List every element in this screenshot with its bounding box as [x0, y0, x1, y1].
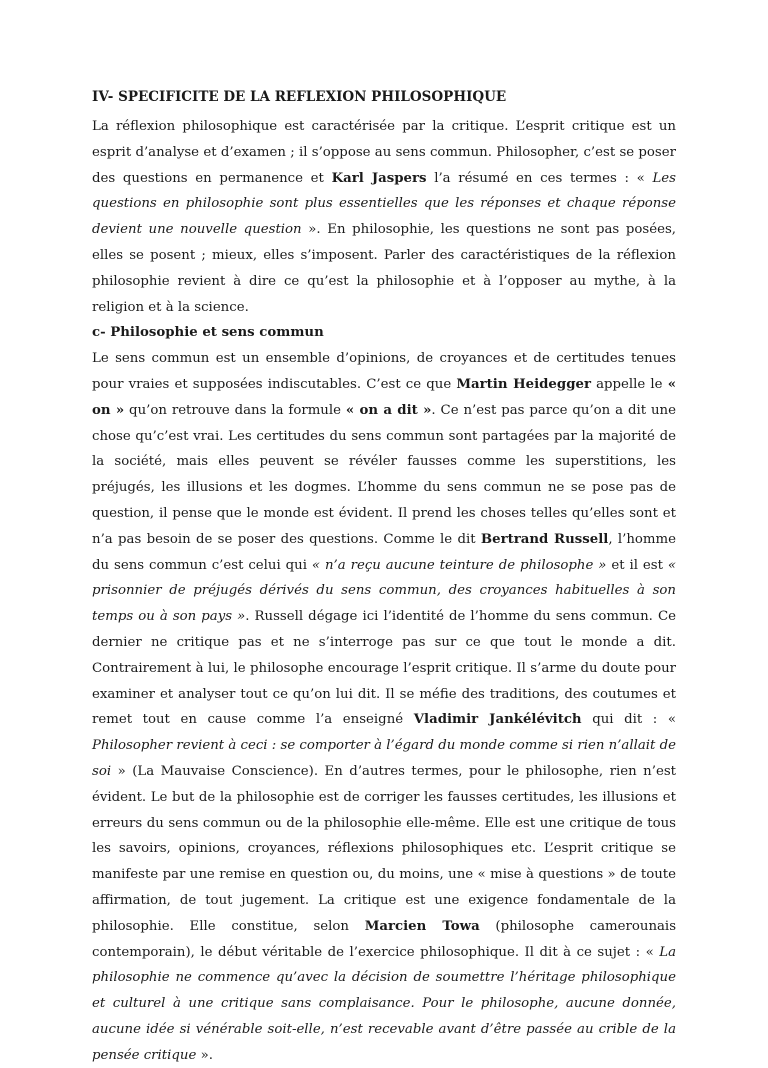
subsection-title: c- Philosophie et sens commun — [92, 325, 324, 341]
author-jaspers: Karl Jaspers — [331, 170, 427, 186]
body-text: qu’on retrouve dans la formule — [124, 402, 346, 418]
body-text: (philosophe camerounais contemporain), le début véritable de l’exercice philosophique. Il dit à ce sujet : « — [92, 918, 677, 960]
body-paragraph — [92, 346, 676, 1068]
quote-jankelevitch: Philosopher revient à ceci : se comporter à l’égard du monde comme si rien n’allait de soi — [92, 738, 676, 779]
quote-towa: La philosophie ne commence qu’avec la décision de soumettre l’héritage philosophique et culturel à une critique sans complaisance. Pour le philosophe, aucune donnée, aucune idée si vénérable soit-elle, n’est recevable avant d’être passée au crible de la pensée critique — [92, 944, 676, 1063]
term-on-a-dit: « on a dit » — [345, 402, 432, 418]
term-on: « on » — [92, 376, 676, 418]
body-text: . Ce n’est pas parce qu’on a dit une chose qu’c’est vrai. Les certitudes du sens commun sont partagées par la majorité de la société, mais elles peuvent se révéler fausses comme les superstitions, les préjugés, les illusions et les dogmes. L’homme du sens commun ne se pose pas de question, il pense que le monde est évident. Il prend les choses telles qu’elles sont et n’a pas besoin de se poser des questions. Comme le dit — [92, 402, 676, 547]
body-text: » (La Mauvaise Conscience). En d’autres termes, pour le philosophe, rien n’est évident. Le but de la philosophie est de corriger les fausses certitudes, les illusions et erreurs du sens commun ou de la philosophie elle-même. Elle est une critique de tous les savoirs, opinions, croyances, réflexions philosophiques etc. L’esprit critique se manifeste par une remise en question ou, du moins, une « mise à questions » de toute affirmation, de tout jugement. La critique est une exigence fondamentale de la philosophie. Elle constitue, selon — [92, 763, 676, 934]
author-jankelevitch: Vladimir Jankélévitch — [413, 712, 582, 728]
body-text: . Russell dégage ici l’identité de l’homme du sens commun. Ce dernier ne critique pas et ne s’interroge pas sur ce que tout le monde a dit. Contrairement à lui, le philosophe encourage l’esprit critique. Il s’arme du doute pour examiner et analyser tout ce qu’on lui dit. Il se méfie des traditions, des coutumes et remet tout en cause comme l’a enseigné — [92, 609, 677, 728]
quote-jaspers: Les questions en philosophie sont plus essentielles que les réponses et chaque réponse devient une nouvelle question — [92, 170, 676, 238]
section-title: IV- SPECIFICITE DE LA REFLEXION PHILOSOPHIQUE — [92, 89, 507, 105]
intro-text: l’a résumé en ces termes : « — [426, 170, 653, 186]
intro-text: ». En philosophie, les questions ne sont pas posées, elles se posent ; mieux, elles s’imposent. Parler des caractéristiques de la réflexion philosophie revient à dire ce qu’est la philosophie et à l’opposer au mythe, à la religion et à la science. — [92, 222, 676, 315]
intro-text: La réflexion philosophique est caractérisée par la critique. L’esprit critique est un esprit d’analyse et d’examen ; il s’oppose au sens commun. Philosopher, c’est se poser des questions en permanence et — [92, 119, 676, 186]
quote-russell-1: « n’a reçu aucune teinture de philosophe » — [311, 557, 607, 573]
body-text: et il est — [606, 557, 668, 573]
author-towa: Marcien Towa — [364, 918, 480, 934]
body-text: qui dit : « — [581, 712, 676, 728]
author-russell: Bertrand Russell — [480, 531, 609, 547]
body-text: ». — [196, 1047, 213, 1063]
body-text: Le sens commun est un ensemble d’opinions, de croyances et de certitudes tenues pour vraies et supposées indiscutables. C’est ce que — [92, 351, 676, 392]
body-text: , l’homme du sens commun c’est celui qui — [92, 531, 676, 573]
body-text: appelle le — [590, 376, 668, 392]
author-heidegger: Martin Heidegger — [456, 376, 591, 392]
quote-russell-2: « prisonnier de préjugés dérivés du sens commun, des croyances habituelles à son temps ou à son pays » — [92, 557, 676, 625]
intro-paragraph — [92, 114, 676, 320]
